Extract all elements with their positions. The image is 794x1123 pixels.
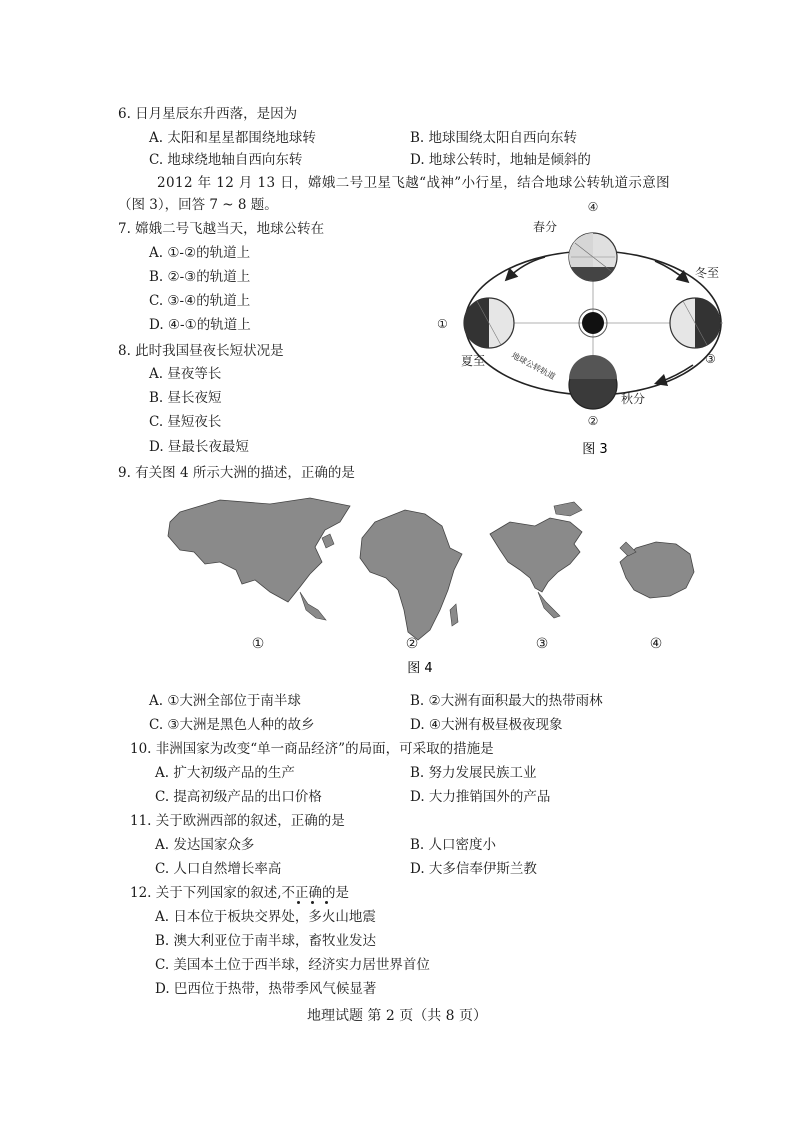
sun-icon <box>582 312 604 334</box>
q7-option-b: B. ②-③的轨道上 <box>149 269 251 285</box>
label-spring: 春分 <box>533 220 558 234</box>
q12-option-d: D. 巴西位于热带，热带季风气候显著 <box>155 981 377 997</box>
q7-option-d: D. ④-①的轨道上 <box>149 317 251 333</box>
orbit-arrow-left <box>507 257 545 279</box>
q11-stem: 11. 关于欧洲西部的叙述，正确的是 <box>130 813 345 829</box>
q8-option-c: C. 昼短夜长 <box>149 414 222 430</box>
earth-winter-icon <box>670 298 720 348</box>
q8-option-b: B. 昼长夜短 <box>149 390 222 406</box>
intro-line-1: 2012 年 12 月 13 日，嫦娥二号卫星飞越“战神”小行星，结合地球公转轨道示意图 <box>157 175 671 191</box>
q7-option-a: A. ①-②的轨道上 <box>149 245 251 261</box>
page-footer: 地理试题 第 2 页（共 8 页） <box>306 1008 488 1024</box>
label-autumn: 秋分 <box>621 392 646 406</box>
figure-4-caption: 图 4 <box>407 661 433 676</box>
q12-stem: 12. 关于下列国家的叙述,不正确的是 <box>130 885 350 901</box>
figure-3-orbit-diagram <box>425 195 735 470</box>
label-p1: ① <box>437 317 448 331</box>
q9-option-b: B. ②大洲有面积最大的热带雨林 <box>410 693 603 709</box>
label-winter: 冬至 <box>695 266 720 280</box>
label-p3: ③ <box>705 352 716 366</box>
q11-option-c: C. 人口自然增长率高 <box>155 861 282 877</box>
fig4-label-4: ④ <box>649 636 663 652</box>
emphasis-dots <box>297 901 337 905</box>
q12-option-a: A. 日本位于板块交界处，多火山地震 <box>155 909 376 925</box>
label-p2: ② <box>587 414 599 428</box>
q6-option-b: B. 地球围绕太阳自西向东转 <box>410 130 578 146</box>
q8-stem: 8. 此时我国昼夜长短状况是 <box>118 343 284 359</box>
q12-option-c: C. 美国本土位于西半球，经济实力居世界首位 <box>155 957 430 973</box>
q7-option-c: C. ③-④的轨道上 <box>149 293 251 309</box>
q11-option-b: B. 人口密度小 <box>410 837 497 853</box>
q12-option-b: B. 澳大利亚位于南半球，畜牧业发达 <box>155 933 377 949</box>
figure-4-continents <box>150 492 710 682</box>
q6-stem: 6. 日月星辰东升西落，是因为 <box>118 106 298 122</box>
orbit-arrow-right <box>657 365 693 383</box>
label-p4: ④ <box>587 200 599 214</box>
continent-africa <box>360 510 462 640</box>
fig4-label-3: ③ <box>535 636 549 652</box>
q11-option-d: D. 大多信奉伊斯兰教 <box>410 861 537 877</box>
q9-stem: 9. 有关图 4 所示大洲的描述，正确的是 <box>118 465 355 481</box>
q9-option-a: A. ①大洲全部位于南半球 <box>149 693 301 709</box>
q10-option-c: C. 提高初级产品的出口价格 <box>155 789 322 805</box>
earth-summer-icon <box>464 298 514 348</box>
q6-option-c: C. 地球绕地轴自西向东转 <box>149 152 303 168</box>
q11-option-a: A. 发达国家众多 <box>155 837 255 853</box>
q8-option-a: A. 昼夜等长 <box>149 366 222 382</box>
earth-autumn-icon <box>569 355 617 409</box>
label-orbit: 地球公转轨道 <box>510 350 557 382</box>
q6-option-d: D. 地球公转时，地轴是倾斜的 <box>410 152 591 168</box>
q10-option-d: D. 大力推销国外的产品 <box>410 789 551 805</box>
figure-3-caption: 图 3 <box>582 442 608 457</box>
label-summer: 夏至 <box>461 354 486 368</box>
q6-option-a: A. 太阳和星星都围绕地球转 <box>149 130 316 146</box>
earth-spring-icon <box>569 233 617 281</box>
fig4-label-2: ② <box>405 636 419 652</box>
q10-option-a: A. 扩大初级产品的生产 <box>155 765 295 781</box>
q9-option-c: C. ③大洲是黑色人种的故乡 <box>149 717 315 733</box>
fig4-label-1: ① <box>251 636 265 652</box>
q8-option-d: D. 昼最长夜最短 <box>149 439 249 455</box>
continent-north-america <box>490 518 582 592</box>
q7-stem: 7. 嫦娥二号飞越当天，地球公转在 <box>118 221 325 237</box>
q10-stem: 10. 非洲国家为改变“单一商品经济”的局面，可采取的措施是 <box>130 741 494 757</box>
intro-line-2: （图 3），回答 7 ~ 8 题。 <box>118 197 278 213</box>
q10-option-b: B. 努力发展民族工业 <box>410 765 537 781</box>
continent-asia <box>168 498 350 602</box>
q9-option-d: D. ④大洲有极昼极夜现象 <box>410 717 563 733</box>
